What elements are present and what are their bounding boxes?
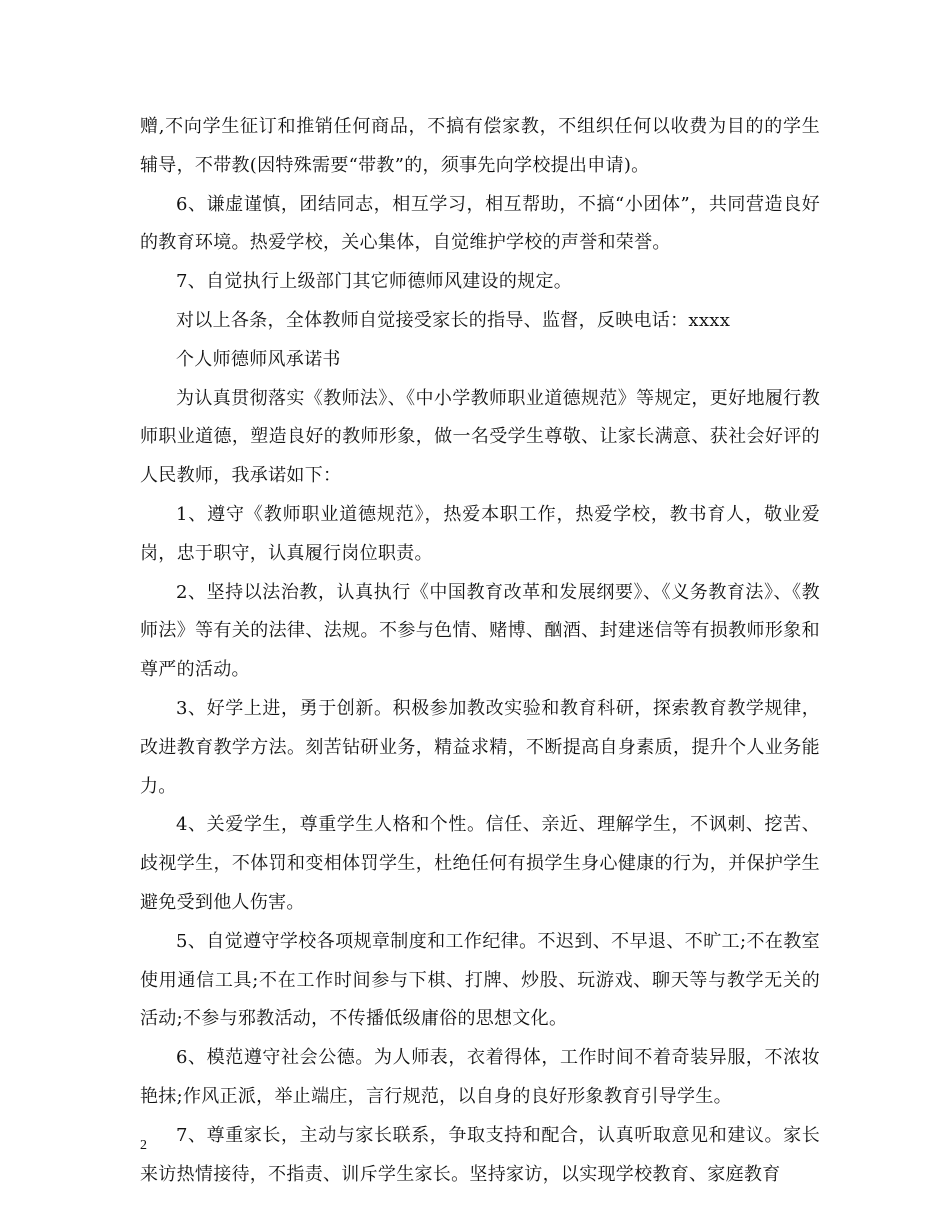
- paragraph: 3、好学上进，勇于创新。积极参加教改实验和教育科研，探索教育教学规律，改进教育教学方法。刻苦钻研业务，精益求精，不断提高自身素质，提升个人业务能力。: [140, 697, 820, 797]
- page-number: 2: [140, 1138, 147, 1153]
- paragraph: 7、尊重家长，主动与家长联系，争取支持和配合，认真听取意见和建议。家长来访热情接待，不指责、训斥学生家长。坚持家访，以实现学校教育、家庭教育: [140, 1124, 820, 1185]
- paragraph: 赠,不向学生征订和推销任何商品，不搞有偿家教，不组织任何以收费为目的的学生辅导，不带教(因特殊需要“带教”的，须事先向学校提出申请)。: [140, 116, 820, 176]
- paragraph: 为认真贯彻落实《教师法》、《中小学教师职业道德规范》等规定，更好地履行教师职业道德，塑造良好的教师形象，做一名受学生尊敬、让家长满意、获社会好评的人民教师，我承诺如下：: [140, 387, 820, 487]
- paragraph: 对以上各条，全体教师自觉接受家长的指导、监督，反映电话：xxxx: [176, 309, 731, 331]
- paragraph: 2、坚持以法治教，认真执行《中国教育改革和发展纲要》、《义务教育法》、《教师法》等有关的法律、法规。不参与色情、赌博、酗酒、封建迷信等有损教师形象和尊严的活动。: [140, 581, 820, 681]
- paragraph: 6、谦虚谨慎，团结同志，相互学习，相互帮助，不搞“小团体”，共同营造良好的教育环境。热爱学校，关心集体，自觉维护学校的声誉和荣誉。: [140, 193, 820, 254]
- paragraph: 5、自觉遵守学校各项规章制度和工作纪律。不迟到、不早退、不旷工;不在教室使用通信工具;不在工作时间参与下棋、打牌、炒股、玩游戏、聊天等与教学无关的活动;不参与邪教活动，不传播低级庸俗的思想文化。: [140, 930, 820, 1030]
- document-body: [140, 108, 820, 1194]
- paragraph: 6、模范遵守社会公德。为人师表，衣着得体，工作时间不着奇装异服，不浓妆艳抹;作风正派，举止端庄，言行规范，以自身的良好形象教育引导学生。: [140, 1047, 820, 1107]
- paragraph: 1、遵守《教师职业道德规范》，热爱本职工作，热爱学校，教书育人，敬业爱岗，忠于职守，认真履行岗位职责。: [140, 503, 820, 564]
- paragraph: 7、自觉执行上级部门其它师德师风建设的规定。: [176, 271, 573, 293]
- section-heading: 个人师德师风承诺书: [176, 348, 341, 370]
- paragraph: 4、关爱学生，尊重学生人格和个性。信任、亲近、理解学生，不讽刺、挖苦、歧视学生，不体罚和变相体罚学生，杜绝任何有损学生身心健康的行为，并保护学生避免受到他人伤害。: [140, 814, 820, 913]
